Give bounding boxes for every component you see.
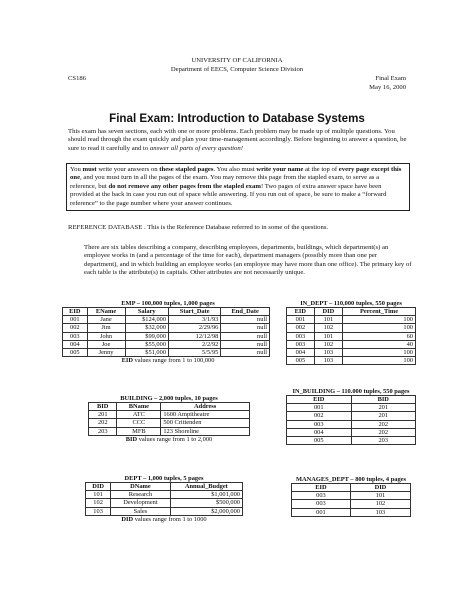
- table-cell: Jim: [87, 324, 125, 332]
- table-cell: 201: [89, 411, 117, 419]
- in-dept-table-caption: IN_DEPT – 110,000 tuples, 550 pages: [300, 300, 402, 307]
- table-cell: $55,000: [125, 340, 169, 348]
- building-table-note: [88, 436, 250, 443]
- in-building-table-block: [286, 388, 416, 445]
- emp-table-caption: EMP – 100,000 tuples, 1,000 pages: [121, 300, 215, 307]
- table-row: [63, 316, 270, 324]
- page-title: Final Exam: Introduction to Database Systems: [109, 112, 365, 125]
- table-cell: 201: [351, 412, 416, 420]
- table-row: [292, 508, 411, 516]
- manages-dept-table-caption: MANAGES_DEPT – 800 tuples, 4 pages: [296, 476, 406, 483]
- table-row: [63, 340, 270, 348]
- dept-table-caption: DEPT – 1,000 tuples, 5 pages: [124, 475, 204, 482]
- dept-header-row: [86, 483, 243, 491]
- table-cell: 002: [63, 324, 88, 332]
- table-cell: 2/2/92: [169, 340, 221, 348]
- manages-dept-column-header: DID: [350, 484, 410, 492]
- table-row: [287, 332, 416, 340]
- table-cell: $124,000: [125, 316, 169, 324]
- notice-text: You: [70, 166, 83, 173]
- intro-text: This exam has seven sections, each with one or more problems. Each problem may be made up of multiple questions. You should read through the exam quickly and plan your time-management accordingly. Before beginning to answer a question, be sure to read it carefully and to: [68, 128, 407, 152]
- notice-bold: these stapled pages: [159, 166, 214, 173]
- notice-bold: every page except this one: [70, 166, 402, 182]
- table-cell: 123 Shoreline: [161, 427, 250, 435]
- building-note-key: BID: [125, 435, 138, 443]
- dept-table-note: [85, 516, 243, 523]
- table-cell: null: [221, 316, 270, 324]
- emp-table-note: [62, 357, 274, 364]
- table-cell: 101: [314, 316, 342, 324]
- table-row: [287, 357, 416, 365]
- table-cell: 102: [86, 499, 111, 507]
- table-cell: $51,000: [125, 349, 169, 357]
- dept-column-header: DID: [86, 483, 111, 491]
- table-row: [89, 427, 250, 435]
- dept-table-block: [85, 475, 243, 523]
- table-cell: $32,000: [125, 324, 169, 332]
- table-row: [292, 500, 411, 508]
- table-cell: 003: [287, 340, 315, 348]
- notice-text: at the top of: [303, 166, 339, 173]
- table-cell: 100: [343, 324, 416, 332]
- table-row: [86, 507, 243, 515]
- table-cell: 004: [287, 428, 352, 436]
- table-cell: Joe: [87, 340, 125, 348]
- table-row: [287, 420, 416, 428]
- table-row: [86, 499, 243, 507]
- building-header-row: [89, 403, 250, 411]
- table-cell: $2,000,000: [170, 507, 242, 515]
- building-table: [88, 402, 250, 436]
- exam-date: May 16, 2000: [369, 84, 406, 91]
- intro-emphasis: answer all parts of every question!: [149, 144, 243, 152]
- table-cell: 005: [63, 349, 88, 357]
- table-cell: 201: [351, 404, 416, 412]
- table-cell: 003: [287, 420, 352, 428]
- table-cell: 102: [314, 324, 342, 332]
- manages-dept-header-row: [292, 484, 411, 492]
- notice-text: write your answers on: [96, 166, 160, 173]
- table-cell: 12/12/98: [169, 332, 221, 340]
- table-row: [287, 412, 416, 420]
- manages-dept-column-header: EID: [292, 484, 351, 492]
- emp-header-row: [63, 308, 270, 316]
- table-row: [287, 324, 416, 332]
- table-cell: Jenny: [87, 349, 125, 357]
- table-cell: 3/1/93: [169, 316, 221, 324]
- table-row: [287, 404, 416, 412]
- instructions-box: [66, 163, 410, 211]
- table-row: [86, 491, 243, 499]
- table-cell: MFB: [117, 427, 161, 435]
- table-cell: $1,001,000: [170, 491, 242, 499]
- table-row: [287, 428, 416, 436]
- emp-column-header: Salary: [125, 308, 169, 316]
- table-row: [287, 437, 416, 445]
- table-row: [89, 411, 250, 419]
- emp-table: [62, 307, 270, 357]
- table-row: [89, 419, 250, 427]
- building-note-text: values range from 1 to 2,000: [137, 435, 213, 443]
- table-cell: 202: [89, 419, 117, 427]
- table-cell: 101: [350, 492, 410, 500]
- in-building-column-header: EID: [287, 396, 352, 404]
- table-row: [287, 316, 416, 324]
- in-dept-table-block: [286, 300, 416, 365]
- manages-dept-table: [291, 483, 411, 517]
- table-cell: 1600 Ampitheatre: [161, 411, 250, 419]
- in-dept-column-header: DID: [314, 308, 342, 316]
- table-cell: 203: [351, 437, 416, 445]
- table-cell: 5/5/95: [169, 349, 221, 357]
- table-cell: 004: [287, 349, 315, 357]
- table-cell: 002: [287, 412, 352, 420]
- dept-note-text: values range from 1 to 1000: [133, 515, 207, 523]
- manages-dept-table-block: [286, 476, 416, 517]
- table-cell: 103: [350, 508, 410, 516]
- building-table-caption: BUILDING – 2,000 tuples, 10 pages: [120, 395, 218, 402]
- reference-database-label: REFERENCE DATABASE . This is the Reference Database referred to in some of the questions.: [68, 224, 329, 231]
- notice-bold: must: [82, 166, 97, 173]
- table-cell: 102: [314, 340, 342, 348]
- table-cell: 100: [343, 316, 416, 324]
- table-cell: Sales: [111, 507, 170, 515]
- table-cell: 40: [343, 340, 416, 348]
- table-cell: CCC: [117, 419, 161, 427]
- table-cell: 004: [63, 340, 88, 348]
- table-cell: John: [87, 332, 125, 340]
- in-dept-header-row: [287, 308, 416, 316]
- table-cell: ATC: [117, 411, 161, 419]
- table-cell: 003: [292, 500, 351, 508]
- dept-column-header: DName: [111, 483, 170, 491]
- table-row: [63, 324, 270, 332]
- table-cell: null: [221, 340, 270, 348]
- dept-table: [85, 482, 243, 516]
- table-cell: 101: [86, 491, 111, 499]
- table-cell: null: [221, 349, 270, 357]
- table-cell: 100: [343, 357, 416, 365]
- in-building-header-row: [287, 396, 416, 404]
- notice-text: ! Two pages of extra answer space have been provided at the back in case you run out of space while answering. If you run out of space, be sure to make a “forward reference” to the page number where your answer continues.: [70, 182, 387, 207]
- table-cell: 001: [63, 316, 88, 324]
- table-cell: 100: [343, 349, 416, 357]
- table-row: [287, 340, 416, 348]
- notice-bold: write your name: [256, 166, 304, 173]
- table-cell: 003: [63, 332, 88, 340]
- in-dept-column-header: Percent_Time: [343, 308, 416, 316]
- table-cell: 002: [287, 324, 315, 332]
- in-building-table-caption: IN_BUILDING – 110.000 tuples, 550 pages: [292, 388, 410, 395]
- table-cell: 202: [351, 420, 416, 428]
- table-cell: Jane: [87, 316, 125, 324]
- emp-column-header: EID: [63, 308, 88, 316]
- table-cell: 103: [314, 349, 342, 357]
- emp-column-header: Start_Date: [169, 308, 221, 316]
- building-column-header: BID: [89, 403, 117, 411]
- in-building-column-header: BID: [351, 396, 416, 404]
- table-cell: 102: [350, 500, 410, 508]
- table-row: [292, 492, 411, 500]
- course-code: CS186: [68, 75, 86, 82]
- table-cell: null: [221, 332, 270, 340]
- emp-column-header: EName: [87, 308, 125, 316]
- department-name: Department of EECS, Computer Science Division: [170, 66, 304, 73]
- table-row: [63, 332, 270, 340]
- table-cell: 005: [287, 357, 315, 365]
- emp-note-text: values range from 1 to 100,000: [132, 357, 215, 365]
- table-cell: 203: [89, 427, 117, 435]
- notice-bold: do not remove any other pages from the stapled exam: [108, 182, 261, 190]
- in-building-table: [286, 395, 416, 445]
- table-cell: 001: [287, 316, 315, 324]
- university-name: UNIVERSITY OF CALIFORNIA: [191, 57, 283, 64]
- table-cell: 003: [287, 332, 315, 340]
- table-cell: 500 Crittenden: [161, 419, 250, 427]
- building-table-block: [88, 395, 250, 443]
- table-row: [287, 349, 416, 357]
- dept-note-key: DID: [121, 515, 134, 523]
- table-cell: null: [221, 324, 270, 332]
- table-cell: Research: [111, 491, 170, 499]
- emp-table-block: [62, 300, 274, 364]
- table-cell: 2/29/96: [169, 324, 221, 332]
- table-cell: 101: [314, 332, 342, 340]
- reference-description: There are six tables describing a company, describing employees, departments, buildings, which department(s) an employee works in (and a percentage of the time for each), department managers (possibly more than one per department), and in which building an employee works (an employee may have more than one office). The primary key of each table is the attribute(s) in capitals. Other attributes are not necessarily unique.: [84, 244, 412, 277]
- in-dept-table: [286, 307, 416, 365]
- table-cell: 001: [292, 508, 351, 516]
- exam-label: Final Exam: [375, 75, 406, 82]
- table-cell: $500,000: [170, 499, 242, 507]
- dept-column-header: Annual_Budget: [170, 483, 242, 491]
- table-cell: 003: [292, 492, 351, 500]
- table-cell: 005: [287, 437, 352, 445]
- table-cell: 60: [343, 332, 416, 340]
- table-cell: Development: [111, 499, 170, 507]
- intro-paragraph: [68, 128, 408, 153]
- emp-column-header: End_Date: [221, 308, 270, 316]
- table-cell: $99,000: [125, 332, 169, 340]
- table-cell: 103: [86, 507, 111, 515]
- notice-text: . You also must: [213, 166, 257, 173]
- table-cell: 001: [287, 404, 352, 412]
- table-row: [63, 349, 270, 357]
- table-cell: 202: [351, 428, 416, 436]
- table-cell: 103: [314, 357, 342, 365]
- in-dept-column-header: EID: [287, 308, 315, 316]
- building-column-header: BName: [117, 403, 161, 411]
- building-column-header: Address: [161, 403, 250, 411]
- notice-text: , and you must turn in all the pages of the exam. You may remove this page from the stapled exam, to serve as a reference, but: [70, 174, 380, 190]
- emp-note-key: EID: [121, 357, 133, 365]
